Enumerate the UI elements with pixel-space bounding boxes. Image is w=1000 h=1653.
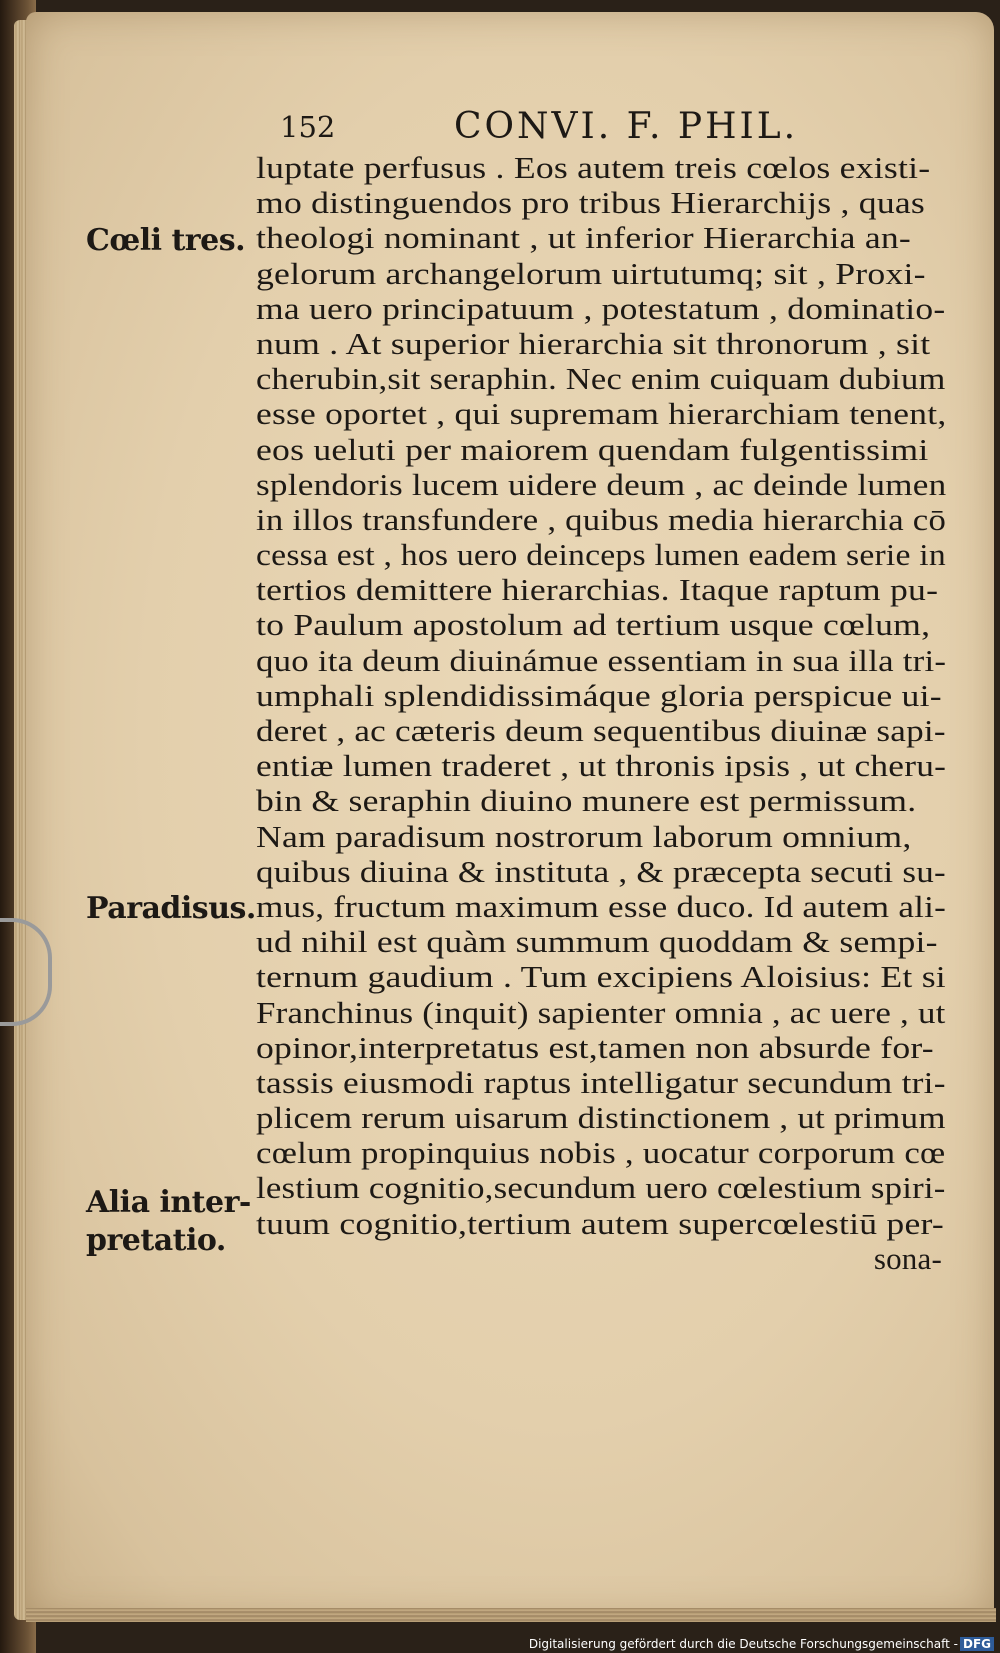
marginal-note-alia-interpretatio-line-2: pretatio. bbox=[86, 1223, 226, 1258]
text-line: cœlum propinquius nobis , uocatur corporum cœ bbox=[256, 1135, 946, 1171]
text-line: tassis eiusmodi raptus intelligatur secundum tri- bbox=[256, 1064, 946, 1100]
page-number: 152 bbox=[280, 110, 336, 144]
text-line: Franchinus (inquit) sapienter omnia , ac uere , ut bbox=[256, 994, 946, 1030]
marginal-note-alia-interpretatio-line-1: Alia inter- bbox=[86, 1185, 251, 1220]
text-line: opinor,interpretatus est,tamen non absurde for- bbox=[256, 1029, 934, 1065]
text-line: cherubin,sit seraphin. Nec enim cuiquam dubium bbox=[256, 361, 946, 397]
text-line: eos ueluti per maiorem quendam fulgentissimi bbox=[256, 431, 929, 467]
text-line: quibus diuina & instituta , & præcepta secuti su- bbox=[256, 853, 946, 889]
text-line: luptate perfusus . Eos autem treis cœlos existi- bbox=[256, 150, 931, 185]
text-line: lestium cognitio,secundum uero cœlestium spiri- bbox=[256, 1170, 946, 1206]
text-line: esse oportet , qui supremam hierarchiam tenent, bbox=[256, 396, 947, 432]
text-line: mo distinguendos pro tribus Hierarchijs , quas bbox=[256, 185, 926, 221]
text-line: to Paulum apostolum ad tertium usque cœlum, bbox=[256, 607, 931, 643]
page-bottom-edges bbox=[26, 1608, 996, 1622]
text-line: mus, fructum maximum esse duco. Id autem ali- bbox=[256, 888, 947, 924]
text-line: sona- bbox=[873, 1240, 942, 1276]
text-line: ternum gaudium . Tum excipiens Aloisius: Et si bbox=[256, 959, 946, 995]
running-head bbox=[258, 106, 848, 150]
credit-text: Digitalisierung gefördert durch die Deutsche Forschungsgemeinschaft - bbox=[528, 1637, 958, 1651]
text-line: num . At superior hierarchia sit thronorum , sit bbox=[256, 325, 931, 361]
text-line: deret , ac cæteris deum sequentibus diuinæ sapi- bbox=[256, 713, 946, 748]
text-line: gelorum archangelorum uirtutumq; sit , Proxi- bbox=[256, 255, 926, 291]
text-line: cessa est , hos uero deinceps lumen eadem serie in bbox=[256, 537, 946, 573]
text-line: ma uero principatuum , potestatum , dominatio- bbox=[256, 290, 946, 326]
dfg-logo: DFG bbox=[960, 1637, 994, 1651]
text-line: splendoris lucem uidere deum , ac deinde lumen bbox=[256, 466, 947, 502]
text-line: bin & seraphin diuino munere est permissum. bbox=[256, 783, 917, 819]
text-line: ud nihil est quàm summum quoddam & sempi- bbox=[256, 924, 938, 960]
text-line: plicem rerum uisarum distinctionem , ut primum bbox=[256, 1100, 946, 1136]
marginal-note-paradisus: Paradisus. bbox=[86, 891, 256, 926]
text-line: umphali splendidissimáque gloria perspicue ui- bbox=[256, 677, 942, 713]
running-title: CONVI. F. PHIL. bbox=[454, 106, 799, 147]
text-line: theologi nominant , ut inferior Hierarchia an- bbox=[256, 220, 912, 256]
marginal-note-coeli-tres: Cœli tres. bbox=[86, 223, 246, 258]
text-line: entiæ lumen traderet , ut thronis ipsis , ut cheru- bbox=[256, 748, 947, 784]
text-line: tuum cognitio,tertium autem supercœlestiū per- bbox=[256, 1205, 945, 1241]
text-line: Nam paradisum nostrorum laborum omnium, bbox=[256, 818, 912, 854]
text-line: tertios demittere hierarchias. Itaque raptum pu- bbox=[256, 572, 939, 608]
text-line: in illos transfundere , quibus media hierarchia cō bbox=[256, 501, 947, 537]
text-line: quo ita deum diuinámue essentiam in sua illa tri- bbox=[256, 642, 947, 678]
body-text bbox=[256, 150, 966, 1276]
digitization-credit bbox=[529, 1637, 994, 1651]
